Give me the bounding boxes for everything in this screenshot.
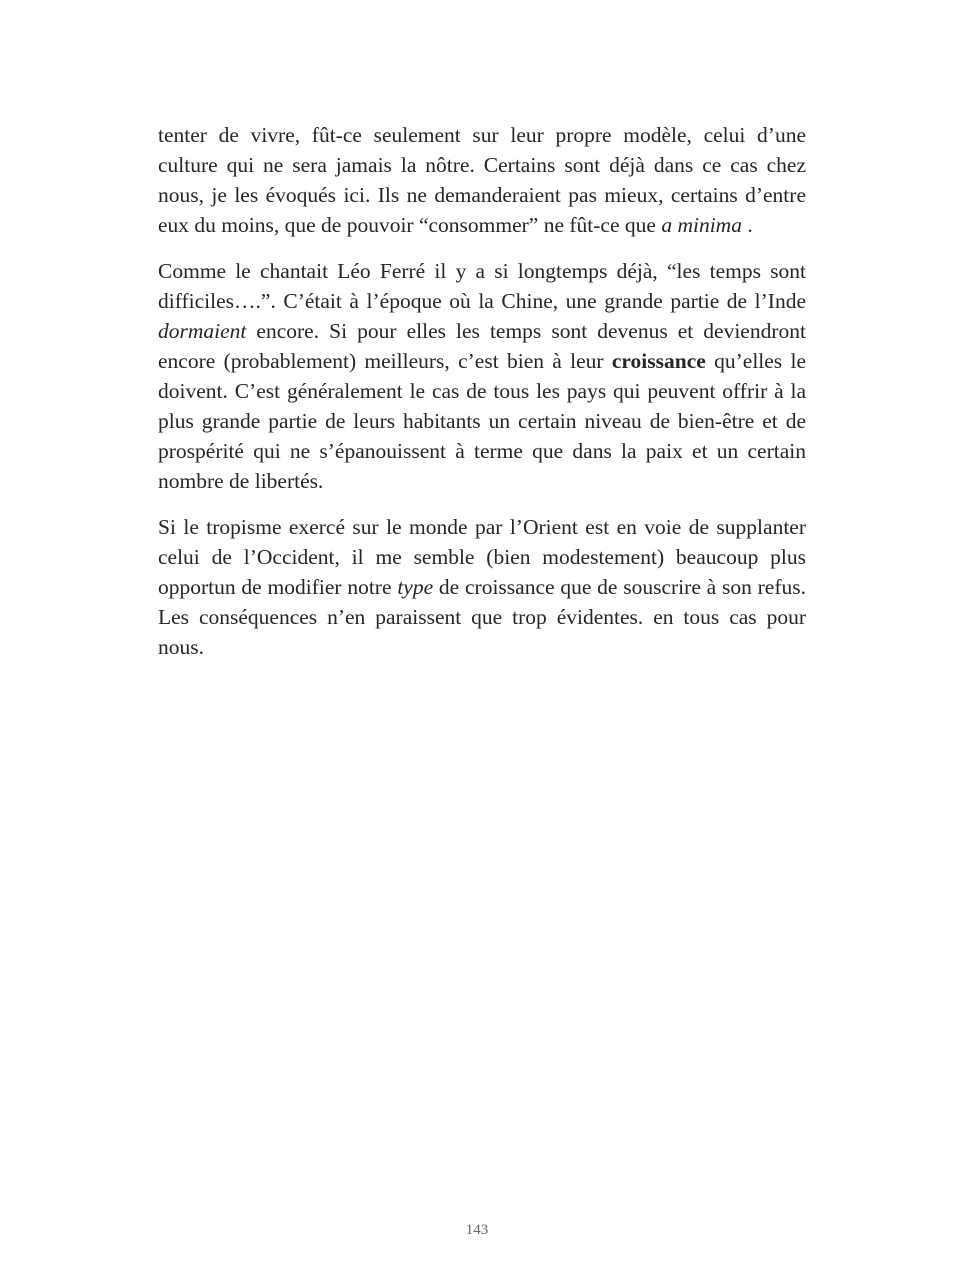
paragraph-1-text-a: tenter de vivre, fût-ce seulement sur leur propre modèle, celui d’une culture qui ne sera jamais la nôtre. Certains sont déjà dans ce cas chez nous, je les évoqués ici. Ils ne demanderaient pas mieux, certains d’entre eux du moins, que de pouvoir “consommer” ne fût-ce que: [158, 123, 806, 237]
paragraph-2-text-a: Comme le chantait Léo Ferré il y a si longtemps déjà, “les temps sont difficiles….”. C’était à l’époque où la Chine, une grande partie de l’Inde: [158, 259, 806, 313]
paragraph-2-text-b: encore. Si pour elles les temps sont devenus et deviendront encore (probablement) meilleurs, c’est bien à leur: [158, 319, 806, 373]
paragraph-1-text-b: .: [741, 213, 753, 237]
page-number: 143: [465, 1222, 489, 1238]
paragraph-2-text-c: qu’elles le doivent. C’est généralement le cas de tous les pays qui peuvent offrir à la plus grande partie de leurs habitants un certain niveau de bien-être et de prospérité qui ne s’épanouissent à terme que dans la paix et un certain nombre de libertés.: [158, 349, 806, 493]
paragraph-3-text-a: Si le tropisme exercé sur le monde par l’Orient est en voie de supplanter celui de l’Occident, il me semble (bien modestement) beaucoup plus opportun de modifier notre: [158, 515, 806, 599]
paragraph-2: [158, 256, 806, 496]
paragraph-3-italic-type: type: [397, 575, 434, 599]
paragraph-3-text-b: de croissance que de souscrire à son refus. Les conséquences n’en paraissent que trop évidentes. en tous cas pour nous.: [158, 575, 807, 659]
paragraph-1: [158, 120, 806, 240]
body-text: [158, 120, 806, 678]
paragraph-1-italic-a-minima: a minima: [661, 213, 742, 237]
paragraph-3: [158, 512, 806, 662]
paragraph-2-bold-croissance: croissance: [611, 349, 706, 373]
paragraph-2-italic-dormaient: dormaient: [158, 319, 247, 343]
